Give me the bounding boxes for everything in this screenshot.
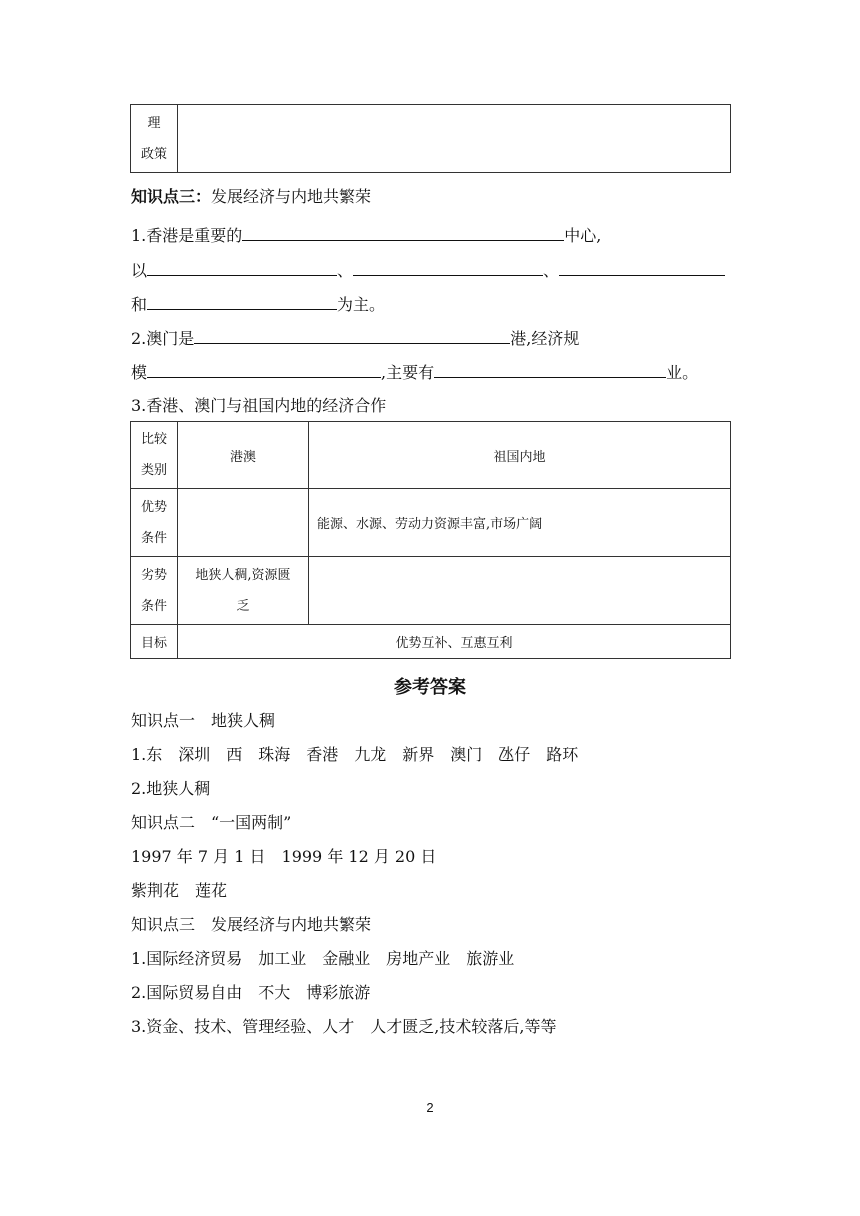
goal-label: 目标 <box>131 625 178 659</box>
policy-row-label <box>131 105 178 173</box>
header-label-1: 比较 <box>140 432 167 447</box>
policy-row-label-line2: 政策 <box>140 146 167 162</box>
disadvantage-hk-macau-line1: 地狭人稠,资源匮 <box>195 567 291 583</box>
answer-line-5: 1997 年 7 月 1 日 1999 年 12 月 20 日 <box>131 847 437 866</box>
q1-sep1: 、 <box>337 261 354 280</box>
q2-mid2: ,主要有 <box>381 363 435 382</box>
q1-tail: 为主。 <box>337 295 386 314</box>
row-advantage-label <box>131 489 178 557</box>
row-disadvantage-label <box>131 557 178 625</box>
q2-prefix: 2.澳门是 <box>131 329 195 348</box>
q2-line1 <box>131 327 579 350</box>
answer-line-8: 1.国际经济贸易 加工业 金融业 房地产业 旅游业 <box>131 949 515 968</box>
table-row <box>131 422 731 489</box>
answer-line-9: 2.国际贸易自由 不大 博彩旅游 <box>131 983 371 1002</box>
answer-line-7: 知识点三 发展经济与内地共繁荣 <box>131 915 372 934</box>
q2-line2 <box>131 361 698 384</box>
page-number: 2 <box>426 1100 434 1115</box>
q2-line2-prefix: 模 <box>131 363 148 382</box>
disadvantage-mainland[interactable] <box>309 557 731 625</box>
q1-prefix: 1.香港是重要的 <box>131 226 243 245</box>
policy-row-label-line1: 理 <box>147 115 161 131</box>
policy-table <box>130 104 731 173</box>
q1-blank-center[interactable] <box>242 224 564 241</box>
table-row <box>131 557 731 625</box>
q1-line1 <box>131 224 601 247</box>
header-label-2: 类别 <box>140 463 167 478</box>
q1-center-text: 中心, <box>564 226 602 245</box>
table-row <box>131 625 731 659</box>
answer-line-4: 知识点二 “一国两制” <box>131 813 292 832</box>
answer-line-6: 紫荆花 莲花 <box>131 881 228 900</box>
goal-value: 优势互补、互惠互利 <box>178 625 731 659</box>
comparison-table <box>130 421 731 659</box>
answers-title: 参考答案 <box>394 677 466 698</box>
header-hk-macau: 港澳 <box>178 422 309 489</box>
disadvantage-label-1: 劣势 <box>140 567 167 583</box>
q2-blank-3[interactable] <box>434 361 666 378</box>
section3-heading <box>131 186 371 208</box>
answer-line-1: 知识点一 地狭人稠 <box>131 711 276 730</box>
q2-tail: 业。 <box>666 363 699 382</box>
advantage-label-2: 条件 <box>140 530 167 546</box>
header-mainland: 祖国内地 <box>309 422 731 489</box>
q1-blank-1[interactable] <box>147 259 337 276</box>
section3-heading-label: 知识点三： <box>131 187 212 206</box>
disadvantage-hk-macau-line2: 乏 <box>236 598 250 614</box>
q1-blank-4[interactable] <box>147 293 337 310</box>
q1-blank-3[interactable] <box>559 259 725 276</box>
advantage-mainland: 能源、水源、劳动力资源丰富,市场广阔 <box>309 489 731 557</box>
table-row <box>131 489 731 557</box>
advantage-label-1: 优势 <box>140 499 167 515</box>
answer-line-10: 3.资金、技术、管理经验、人才 人才匮乏,技术较落后,等等 <box>131 1017 557 1036</box>
answer-line-2: 1.东 深圳 西 珠海 香港 九龙 新界 澳门 氹仔 路环 <box>131 745 579 764</box>
disadvantage-hk-macau <box>178 557 309 625</box>
disadvantage-label-2: 条件 <box>140 598 167 614</box>
q2-blank-2[interactable] <box>147 361 381 378</box>
q1-line2 <box>131 259 725 282</box>
section3-heading-text: 发展经济与内地共繁荣 <box>211 187 372 206</box>
q1-line3-prefix: 和 <box>131 295 148 314</box>
q2-mid: 港,经济规 <box>510 329 580 348</box>
header-category-cell <box>131 422 178 489</box>
q2-blank-1[interactable] <box>194 327 510 344</box>
q1-line2-prefix: 以 <box>131 261 148 280</box>
advantage-hk-macau[interactable] <box>178 489 309 557</box>
q3-text: 3.香港、澳门与祖国内地的经济合作 <box>131 396 387 415</box>
answer-line-3: 2.地狭人稠 <box>131 779 211 798</box>
q1-blank-2[interactable] <box>353 259 543 276</box>
q1-line3 <box>131 293 385 316</box>
policy-row-content <box>178 105 731 173</box>
q1-sep2: 、 <box>543 261 560 280</box>
